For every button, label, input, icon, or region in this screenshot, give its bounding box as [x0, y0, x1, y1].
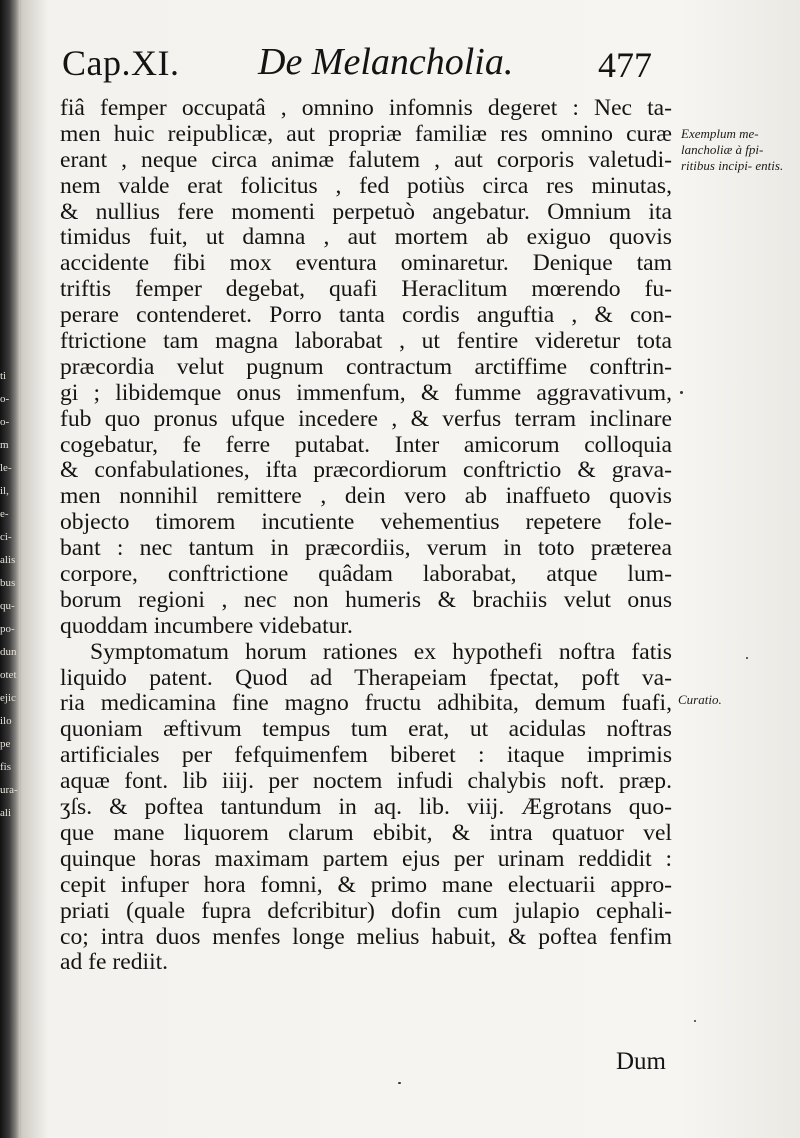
left-page-fragment: ci- [0, 531, 12, 543]
catchword: Dum [616, 1048, 666, 1075]
text-line: fub quo pronus ufque incedere , & verfus terram inclinare [60, 405, 672, 432]
text-line: men nonnihil remittere , dein vero ab inaffueto quovis [60, 483, 672, 510]
chapter-label: Cap.XI. [62, 43, 180, 83]
ink-speck [680, 391, 683, 394]
text-line: & nullius fere momenti perpetuò angebatur. Omnium ita [60, 198, 672, 225]
left-page-fragment: il, [0, 485, 9, 497]
text-line: ʒſs. & poftea tantundum in aq. lib. viij. Ægrotans quo- [60, 794, 672, 821]
text-line: co; intra duos menfes longe melius habuit, & poftea fenfim [60, 923, 672, 950]
left-page-fragment: bus [0, 577, 16, 589]
left-page-fragment: dun [0, 646, 17, 658]
text-line: Symptomatum horum rationes ex hypothefi noftra fatis [90, 638, 672, 665]
text-line: triftis femper degebat, quafi Heraclitum mœrendo fu- [60, 276, 672, 303]
left-page-fragment: o- [0, 416, 10, 428]
left-page-fragment: ali [0, 807, 11, 819]
main-text [60, 96, 672, 976]
text-line: ad fe rediit. [60, 949, 169, 976]
text-line: que mane liquorem clarum ebibit, & intra quatuor vel [60, 819, 672, 846]
left-page-fragment: fis [0, 761, 11, 773]
marginal-note-example: Exemplum me- lancholiæ à fpi- ritibus incipi- entis. [681, 126, 784, 173]
text-line: borum regioni , nec non humeris & brachiis velut onus [60, 586, 672, 613]
paragraph-2 [60, 640, 672, 977]
left-page-fragment: ilo [0, 715, 12, 727]
text-line: quoddam incumbere videbatur. [60, 612, 353, 639]
running-header [56, 38, 676, 90]
left-page-fragment: le- [0, 462, 12, 474]
left-page-fragment: alis [0, 554, 16, 566]
text-line: liquido patent. Quod ad Therapeiam fpectat, poft va- [60, 664, 672, 691]
marginal-note-curatio: Curatio. [678, 692, 722, 707]
left-page-fragment: o- [0, 393, 10, 405]
text-line: præcordia velut pugnum contractum arctiffime conftrin- [60, 353, 672, 380]
text-line: corpore, conftrictione quâdam laborabat, atque lum- [60, 561, 672, 588]
ink-speck [746, 657, 748, 659]
left-page-fragment: ti [0, 370, 7, 382]
text-line: fiâ femper occupatâ , omnino infomnis degeret : Nec ta- [60, 95, 672, 121]
text-line: nem valde erat folicitus , fed potiùs circa res minutas, [60, 172, 672, 199]
left-page-fragment: pe [0, 738, 11, 750]
text-line: priati (quale fupra defcribitur) dofin cum julapio cephali- [60, 897, 672, 924]
left-page-fragment: ejic [0, 692, 16, 704]
text-line: men huic reipublicæ, aut propriæ familiæ res omnino curæ [60, 120, 672, 147]
text-line: bant : nec tantum in præcordiis, verum in toto præterea [60, 535, 672, 562]
text-line: objecto timorem incutiente vehementius repetere fole- [60, 509, 672, 536]
text-line: ftrictione tam magna laborabat , ut fentire videretur tota [60, 328, 672, 355]
text-line: & confabulationes, ifta præcordiorum conftrictio & grava- [60, 457, 672, 484]
left-page-fragment: po- [0, 623, 15, 635]
ink-speck [694, 1020, 696, 1022]
text-line: aquæ font. lib iiij. per noctem infudi chalybis noft. præp. [60, 768, 672, 795]
left-page-fragments [0, 365, 22, 825]
text-line: quinque horas maximam partem ejus per urinam reddidit : [60, 845, 672, 872]
paragraph-1 [60, 96, 672, 640]
left-page-fragment: otet [0, 669, 17, 681]
left-page-fragment: ura- [0, 784, 18, 796]
text-line: accidente fibi mox eventura ominaretur. Denique tam [60, 250, 672, 277]
ink-speck [398, 1082, 401, 1084]
text-line: timidus fuit, ut damna , aut mortem ab exiguo quovis [60, 224, 672, 251]
text-line: cogebatur, fe ferre putabat. Inter amicorum colloquia [60, 431, 672, 458]
text-line: perare contenderet. Porro tanta cordis anguftia , & con- [60, 302, 672, 329]
left-page-fragment: m [0, 439, 9, 451]
left-page-fragment: qu- [0, 600, 15, 612]
page-number: 477 [598, 45, 652, 85]
text-line: cepit infuper hora fomni, & primo mane electuarii appro- [60, 871, 672, 898]
running-title: De Melancholia. [258, 41, 514, 83]
text-line: ria medicamina fine magno fructu adhibita, demum fuafi, [60, 690, 672, 717]
text-line: gi ; libidemque onus immenfum, & fumme aggravativum, [60, 379, 672, 406]
text-line: quoniam æftivum tempus tum erat, ut acidulas noftras [60, 716, 672, 743]
left-page-fragment: e- [0, 508, 9, 520]
text-line: erant , neque circa animæ falutem , aut corporis valetudi- [60, 146, 672, 173]
text-line: artificiales per fefquimenfem biberet : itaque imprimis [60, 742, 672, 769]
